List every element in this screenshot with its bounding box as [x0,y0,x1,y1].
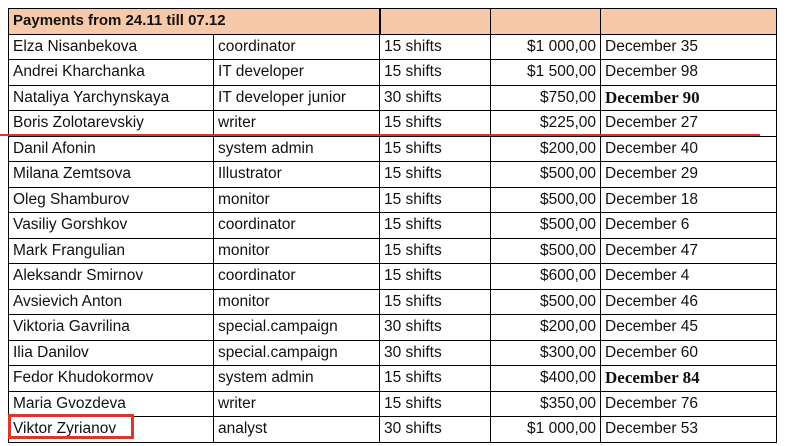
table-row [9,315,777,341]
name-cell: Boris Zolotarevskiy [9,111,214,137]
amount-cell: $500,00 [491,238,601,264]
role-cell: monitor [214,187,380,213]
role-cell: IT developer junior [214,85,380,111]
date-cell: December 4 [601,264,777,290]
role-cell: writer [214,111,380,137]
role-cell: special.campaign [214,340,380,366]
date-cell: December 18 [601,187,777,213]
table-row [9,391,777,417]
shifts-cell: 15 shifts [380,366,491,392]
date-cell: December 76 [601,391,777,417]
amount-cell: $500,00 [491,289,601,315]
table-row [9,85,777,111]
name-cell: Mark Frangulian [9,238,214,264]
amount-cell: $200,00 [491,136,601,162]
date-cell: December 98 [601,60,777,86]
table-row [9,136,777,162]
amount-cell: $1 000,00 [491,417,601,443]
shifts-cell: 15 shifts [380,34,491,60]
name-cell: Vasiliy Gorshkov [9,213,214,239]
table-title: Payments from 24.11 till 07.12 [9,9,380,35]
name-cell: Viktor Zyrianov [9,417,214,443]
name-cell: Oleg Shamburov [9,187,214,213]
payments-table-body [9,9,777,443]
shifts-cell: 30 shifts [380,417,491,443]
header-cell-empty [491,9,601,35]
shifts-cell: 15 shifts [380,238,491,264]
table-row [9,289,777,315]
amount-cell: $500,00 [491,187,601,213]
shifts-cell: 15 shifts [380,136,491,162]
shifts-cell: 15 shifts [380,213,491,239]
table-row [9,187,777,213]
header-cell-empty [601,9,777,35]
amount-cell: $200,00 [491,315,601,341]
shifts-cell: 30 shifts [380,85,491,111]
table-row [9,340,777,366]
amount-cell: $225,00 [491,111,601,137]
table-row [9,162,777,188]
shifts-cell: 15 shifts [380,60,491,86]
table-row [9,111,777,137]
date-cell: December 46 [601,289,777,315]
date-cell: December 6 [601,213,777,239]
role-cell: coordinator [214,264,380,290]
payments-table [8,8,777,443]
role-cell: analyst [214,417,380,443]
red-divider-line [0,134,760,136]
date-cell: December 60 [601,340,777,366]
role-cell: coordinator [214,34,380,60]
table-row [9,366,777,392]
date-cell: December 45 [601,315,777,341]
role-cell: system admin [214,366,380,392]
amount-cell: $500,00 [491,162,601,188]
date-cell: December 29 [601,162,777,188]
name-cell: Danil Afonin [9,136,214,162]
shifts-cell: 30 shifts [380,340,491,366]
date-cell: December 84 [601,366,777,392]
header-row [9,9,777,35]
shifts-cell: 15 shifts [380,162,491,188]
name-cell: Ilia Danilov [9,340,214,366]
name-cell: Avsievich Anton [9,289,214,315]
highlight-box [8,414,134,439]
date-cell: December 53 [601,417,777,443]
amount-cell: $750,00 [491,85,601,111]
amount-cell: $600,00 [491,264,601,290]
role-cell: IT developer [214,60,380,86]
name-cell: Nataliya Yarchynskaya [9,85,214,111]
shifts-cell: 15 shifts [380,289,491,315]
date-cell: December 35 [601,34,777,60]
role-cell: special.campaign [214,315,380,341]
amount-cell: $300,00 [491,340,601,366]
table-row [9,213,777,239]
role-cell: monitor [214,238,380,264]
date-cell: December 90 [601,85,777,111]
name-cell: Viktoria Gavrilina [9,315,214,341]
table-row [9,238,777,264]
amount-cell: $500,00 [491,213,601,239]
table-row [9,60,777,86]
amount-cell: $350,00 [491,391,601,417]
shifts-cell: 30 shifts [380,315,491,341]
role-cell: coordinator [214,213,380,239]
date-cell: December 47 [601,238,777,264]
role-cell: system admin [214,136,380,162]
amount-cell: $1 500,00 [491,60,601,86]
name-cell: Aleksandr Smirnov [9,264,214,290]
table-row [9,34,777,60]
name-cell: Milana Zemtsova [9,162,214,188]
amount-cell: $400,00 [491,366,601,392]
name-cell: Elza Nisanbekova [9,34,214,60]
table-row [9,264,777,290]
name-cell: Andrei Kharchanka [9,60,214,86]
shifts-cell: 15 shifts [380,187,491,213]
shifts-cell: 15 shifts [380,111,491,137]
shifts-cell: 15 shifts [380,391,491,417]
name-cell: Maria Gvozdeva [9,391,214,417]
amount-cell: $1 000,00 [491,34,601,60]
shifts-cell: 15 shifts [380,264,491,290]
name-cell: Fedor Khudokormov [9,366,214,392]
header-cell-empty [380,9,491,35]
date-cell: December 27 [601,111,777,137]
date-cell: December 40 [601,136,777,162]
role-cell: monitor [214,289,380,315]
role-cell: writer [214,391,380,417]
role-cell: Illustrator [214,162,380,188]
